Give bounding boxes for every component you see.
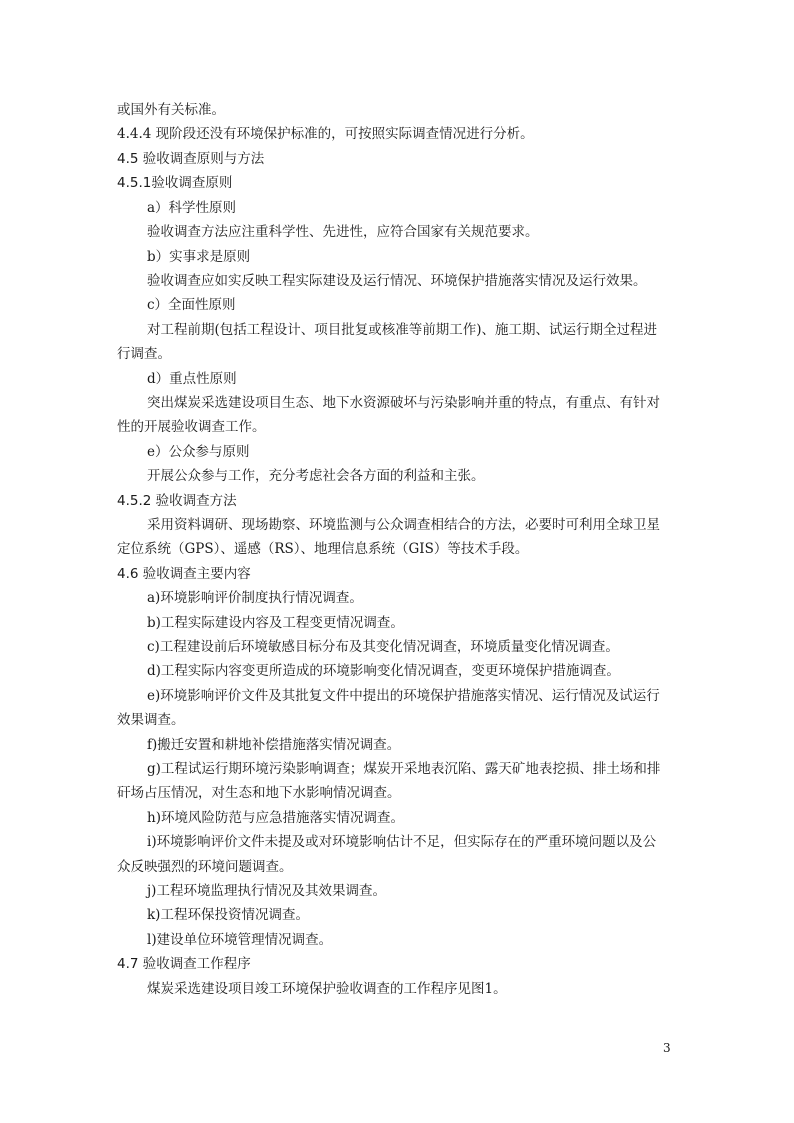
list-item: e）公众参与原则 [147,444,250,460]
paragraph-line: 对工程前期(包括工程设计、项目批复或核准等前期工作)、施工期、试运行期全过程进 [147,322,658,338]
list-item: i)环境影响评价文件未提及或对环境影响估计不足，但实际存在的严重环境问题以及公 [147,834,657,850]
list-item: d)工程实际内容变更所造成的环境影响变化情况调查，变更环境保护措施调查。 [147,663,620,679]
section-heading: 4.5 验收调查原则与方法 [117,151,265,167]
list-item: g)工程试运行期环境污染影响调查；煤炭开采地表沉陷、露天矿地表挖损、排土场和排 [147,761,661,777]
paragraph-line: 矸场占压情况，对生态和地下水影响情况调查。 [117,785,401,801]
paragraph-line: 验收调查应如实反映工程实际建设及运行情况、环境保护措施落实情况及运行效果。 [147,273,647,289]
list-item: a）科学性原则 [147,200,237,216]
list-item: k)工程环保投资情况调查。 [147,907,309,923]
paragraph-line: 效果调查。 [117,712,185,728]
paragraph-line: 采用资料调研、现场勘察、环境监测与公众调查相结合的方法，必要时可利用全球卫星 [147,517,660,533]
list-item: l)建设单位环境管理情况调查。 [147,932,333,948]
list-item: j)工程环境监理执行情况及其效果调查。 [147,883,386,899]
section-heading: 4.7 验收调查工作程序 [117,956,251,972]
text-line: 或国外有关标准。 [117,102,225,118]
text-line: 4.4.4 现阶段还没有环境保护标准的，可按照实际调查情况进行分析。 [117,126,534,142]
list-item: f)搬迁安置和耕地补偿措施落实情况调查。 [147,737,401,753]
list-item: b）实事求是原则 [147,249,251,265]
list-item: h)环境风险防范与应急措施落实情况调查。 [147,810,404,826]
section-heading: 4.5.2 验收调查方法 [117,493,237,509]
paragraph-line: 开展公众参与工作，充分考虑社会各方面的利益和主张。 [147,468,485,484]
list-item: b)工程实际建设内容及工程变更情况调查。 [147,615,404,631]
paragraph-line: 突出煤炭采选建设项目生态、地下水资源破坏与污染影响并重的特点，有重点、有针对 [147,395,660,411]
paragraph-line: 性的开展验收调查工作。 [117,419,266,435]
list-item: a)环境影响评价制度执行情况调查。 [147,590,363,606]
section-heading: 4.5.1验收调查原则 [117,175,233,191]
list-item: c）全面性原则 [147,297,236,313]
list-item: d）重点性原则 [147,371,237,387]
section-heading: 4.6 验收调查主要内容 [117,566,251,582]
paragraph-line: 验收调查方法应注重科学性、先进性，应符合国家有关规范要求。 [147,224,539,240]
list-item: c)工程建设前后环境敏感目标分布及其变化情况调查，环境质量变化情况调查。 [147,639,619,655]
paragraph-line: 煤炭采选建设项目竣工环境保护验收调查的工作程序见图1。 [147,981,507,997]
paragraph-line: 众反映强烈的环境问题调查。 [117,859,293,875]
list-item: e)环境影响评价文件及其批复文件中提出的环境保护措施落实情况、运行情况及试运行 [147,688,660,704]
paragraph-line: 行调查。 [117,346,171,362]
paragraph-line: 定位系统（GPS）、遥感（RS）、地理信息系统（GIS）等技术手段。 [117,541,529,557]
page-number: 3 [663,1041,671,1055]
